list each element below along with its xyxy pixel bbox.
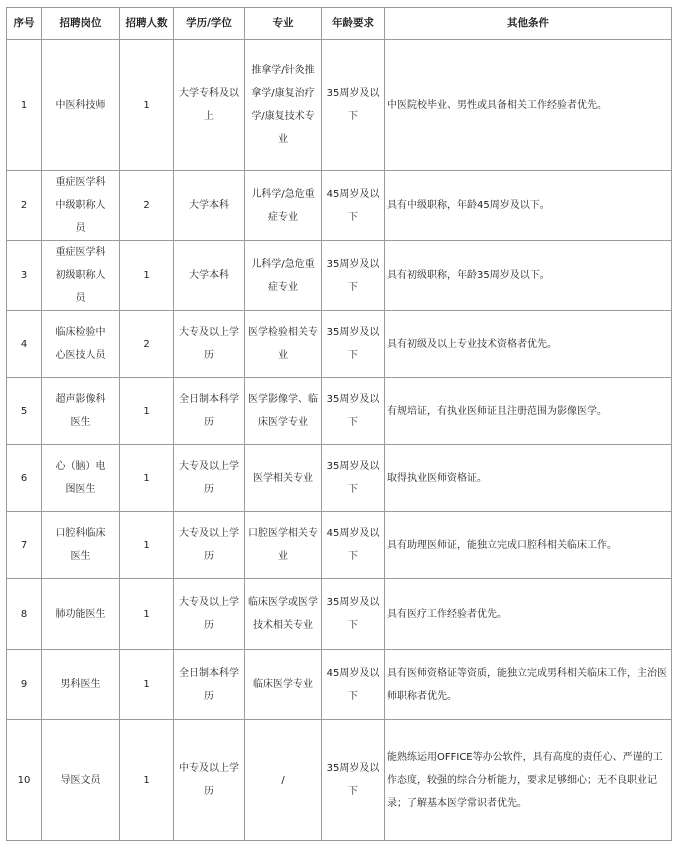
- table-row: [7, 720, 672, 841]
- cell-age: 35周岁及以下: [322, 579, 385, 650]
- cell-position: 口腔科临床医生: [42, 512, 120, 579]
- cell-position: 中医科技师: [42, 40, 120, 171]
- cell-major: 医学影像学、临床医学专业: [245, 378, 322, 445]
- cell-education: 大学专科及以上: [174, 40, 245, 171]
- cell-education: 全日制本科学历: [174, 378, 245, 445]
- cell-major: 医学检验相关专业: [245, 311, 322, 378]
- cell-position: 男科医生: [42, 650, 120, 720]
- cell-count: 1: [120, 378, 174, 445]
- cell-count: 1: [120, 579, 174, 650]
- header-major: 专业: [245, 8, 322, 40]
- cell-other: 具有初级职称，年龄35周岁及以下。: [385, 241, 672, 311]
- cell-age: 35周岁及以下: [322, 445, 385, 512]
- cell-no: 9: [7, 650, 42, 720]
- cell-other: 具有医师资格证等资质，能独立完成男科相关临床工作，主治医师职称者优先。: [385, 650, 672, 720]
- cell-other: 能熟练运用OFFICE等办公软件，具有高度的责任心、严谨的工作态度，较强的综合分析能力，要求足够细心；无不良职业记录；了解基本医学常识者优先。: [385, 720, 672, 841]
- cell-count: 1: [120, 650, 174, 720]
- cell-position: 临床检验中心医技人员: [42, 311, 120, 378]
- cell-education: 大专及以上学历: [174, 445, 245, 512]
- table-row: [7, 40, 672, 171]
- cell-other: 具有医疗工作经验者优先。: [385, 579, 672, 650]
- table-row: [7, 311, 672, 378]
- cell-no: 7: [7, 512, 42, 579]
- cell-age: 35周岁及以下: [322, 40, 385, 171]
- cell-count: 1: [120, 445, 174, 512]
- table-row: [7, 512, 672, 579]
- cell-other: 具有助理医师证，能独立完成口腔科相关临床工作。: [385, 512, 672, 579]
- table-row: [7, 378, 672, 445]
- cell-education: 大专及以上学历: [174, 579, 245, 650]
- cell-age: 35周岁及以下: [322, 311, 385, 378]
- table-row: [7, 650, 672, 720]
- cell-position: 心（脑）电图医生: [42, 445, 120, 512]
- header-position: 招聘岗位: [42, 8, 120, 40]
- cell-education: 中专及以上学历: [174, 720, 245, 841]
- cell-no: 3: [7, 241, 42, 311]
- cell-count: 2: [120, 171, 174, 241]
- cell-age: 45周岁及以下: [322, 650, 385, 720]
- cell-no: 5: [7, 378, 42, 445]
- cell-no: 10: [7, 720, 42, 841]
- cell-major: /: [245, 720, 322, 841]
- cell-education: 大学本科: [174, 241, 245, 311]
- cell-major: 儿科学/急危重症专业: [245, 241, 322, 311]
- cell-other: 具有中级职称，年龄45周岁及以下。: [385, 171, 672, 241]
- table-row: [7, 171, 672, 241]
- header-row: [7, 8, 672, 40]
- cell-age: 35周岁及以下: [322, 241, 385, 311]
- header-education: 学历/学位: [174, 8, 245, 40]
- header-other: 其他条件: [385, 8, 672, 40]
- cell-education: 大学本科: [174, 171, 245, 241]
- cell-major: 推拿学/针灸推拿学/康复治疗学/康复技术专业: [245, 40, 322, 171]
- cell-no: 4: [7, 311, 42, 378]
- cell-other: 有规培证，有执业医师证且注册范围为影像医学。: [385, 378, 672, 445]
- cell-no: 1: [7, 40, 42, 171]
- cell-position: 超声影像科医生: [42, 378, 120, 445]
- cell-education: 全日制本科学历: [174, 650, 245, 720]
- cell-other: 具有初级及以上专业技术资格者优先。: [385, 311, 672, 378]
- header-count: 招聘人数: [120, 8, 174, 40]
- cell-education: 大专及以上学历: [174, 311, 245, 378]
- cell-position: 重症医学科中级职称人员: [42, 171, 120, 241]
- cell-major: 临床医学或医学技术相关专业: [245, 579, 322, 650]
- cell-other: 中医院校毕业、男性或具备相关工作经验者优先。: [385, 40, 672, 171]
- table-row: [7, 579, 672, 650]
- table-row: [7, 445, 672, 512]
- table-row: [7, 241, 672, 311]
- cell-no: 6: [7, 445, 42, 512]
- cell-age: 45周岁及以下: [322, 512, 385, 579]
- cell-education: 大专及以上学历: [174, 512, 245, 579]
- cell-position: 重症医学科初级职称人员: [42, 241, 120, 311]
- cell-major: 医学相关专业: [245, 445, 322, 512]
- cell-age: 35周岁及以下: [322, 378, 385, 445]
- cell-count: 1: [120, 241, 174, 311]
- cell-no: 2: [7, 171, 42, 241]
- cell-count: 1: [120, 40, 174, 171]
- header-age: 年龄要求: [322, 8, 385, 40]
- cell-no: 8: [7, 579, 42, 650]
- cell-major: 口腔医学相关专业: [245, 512, 322, 579]
- cell-major: 临床医学专业: [245, 650, 322, 720]
- cell-age: 35周岁及以下: [322, 720, 385, 841]
- cell-major: 儿科学/急危重症专业: [245, 171, 322, 241]
- cell-count: 1: [120, 720, 174, 841]
- header-no: 序号: [7, 8, 42, 40]
- cell-age: 45周岁及以下: [322, 171, 385, 241]
- cell-position: 肺功能医生: [42, 579, 120, 650]
- recruitment-table: [6, 7, 672, 841]
- cell-count: 2: [120, 311, 174, 378]
- cell-other: 取得执业医师资格证。: [385, 445, 672, 512]
- cell-position: 导医文员: [42, 720, 120, 841]
- cell-count: 1: [120, 512, 174, 579]
